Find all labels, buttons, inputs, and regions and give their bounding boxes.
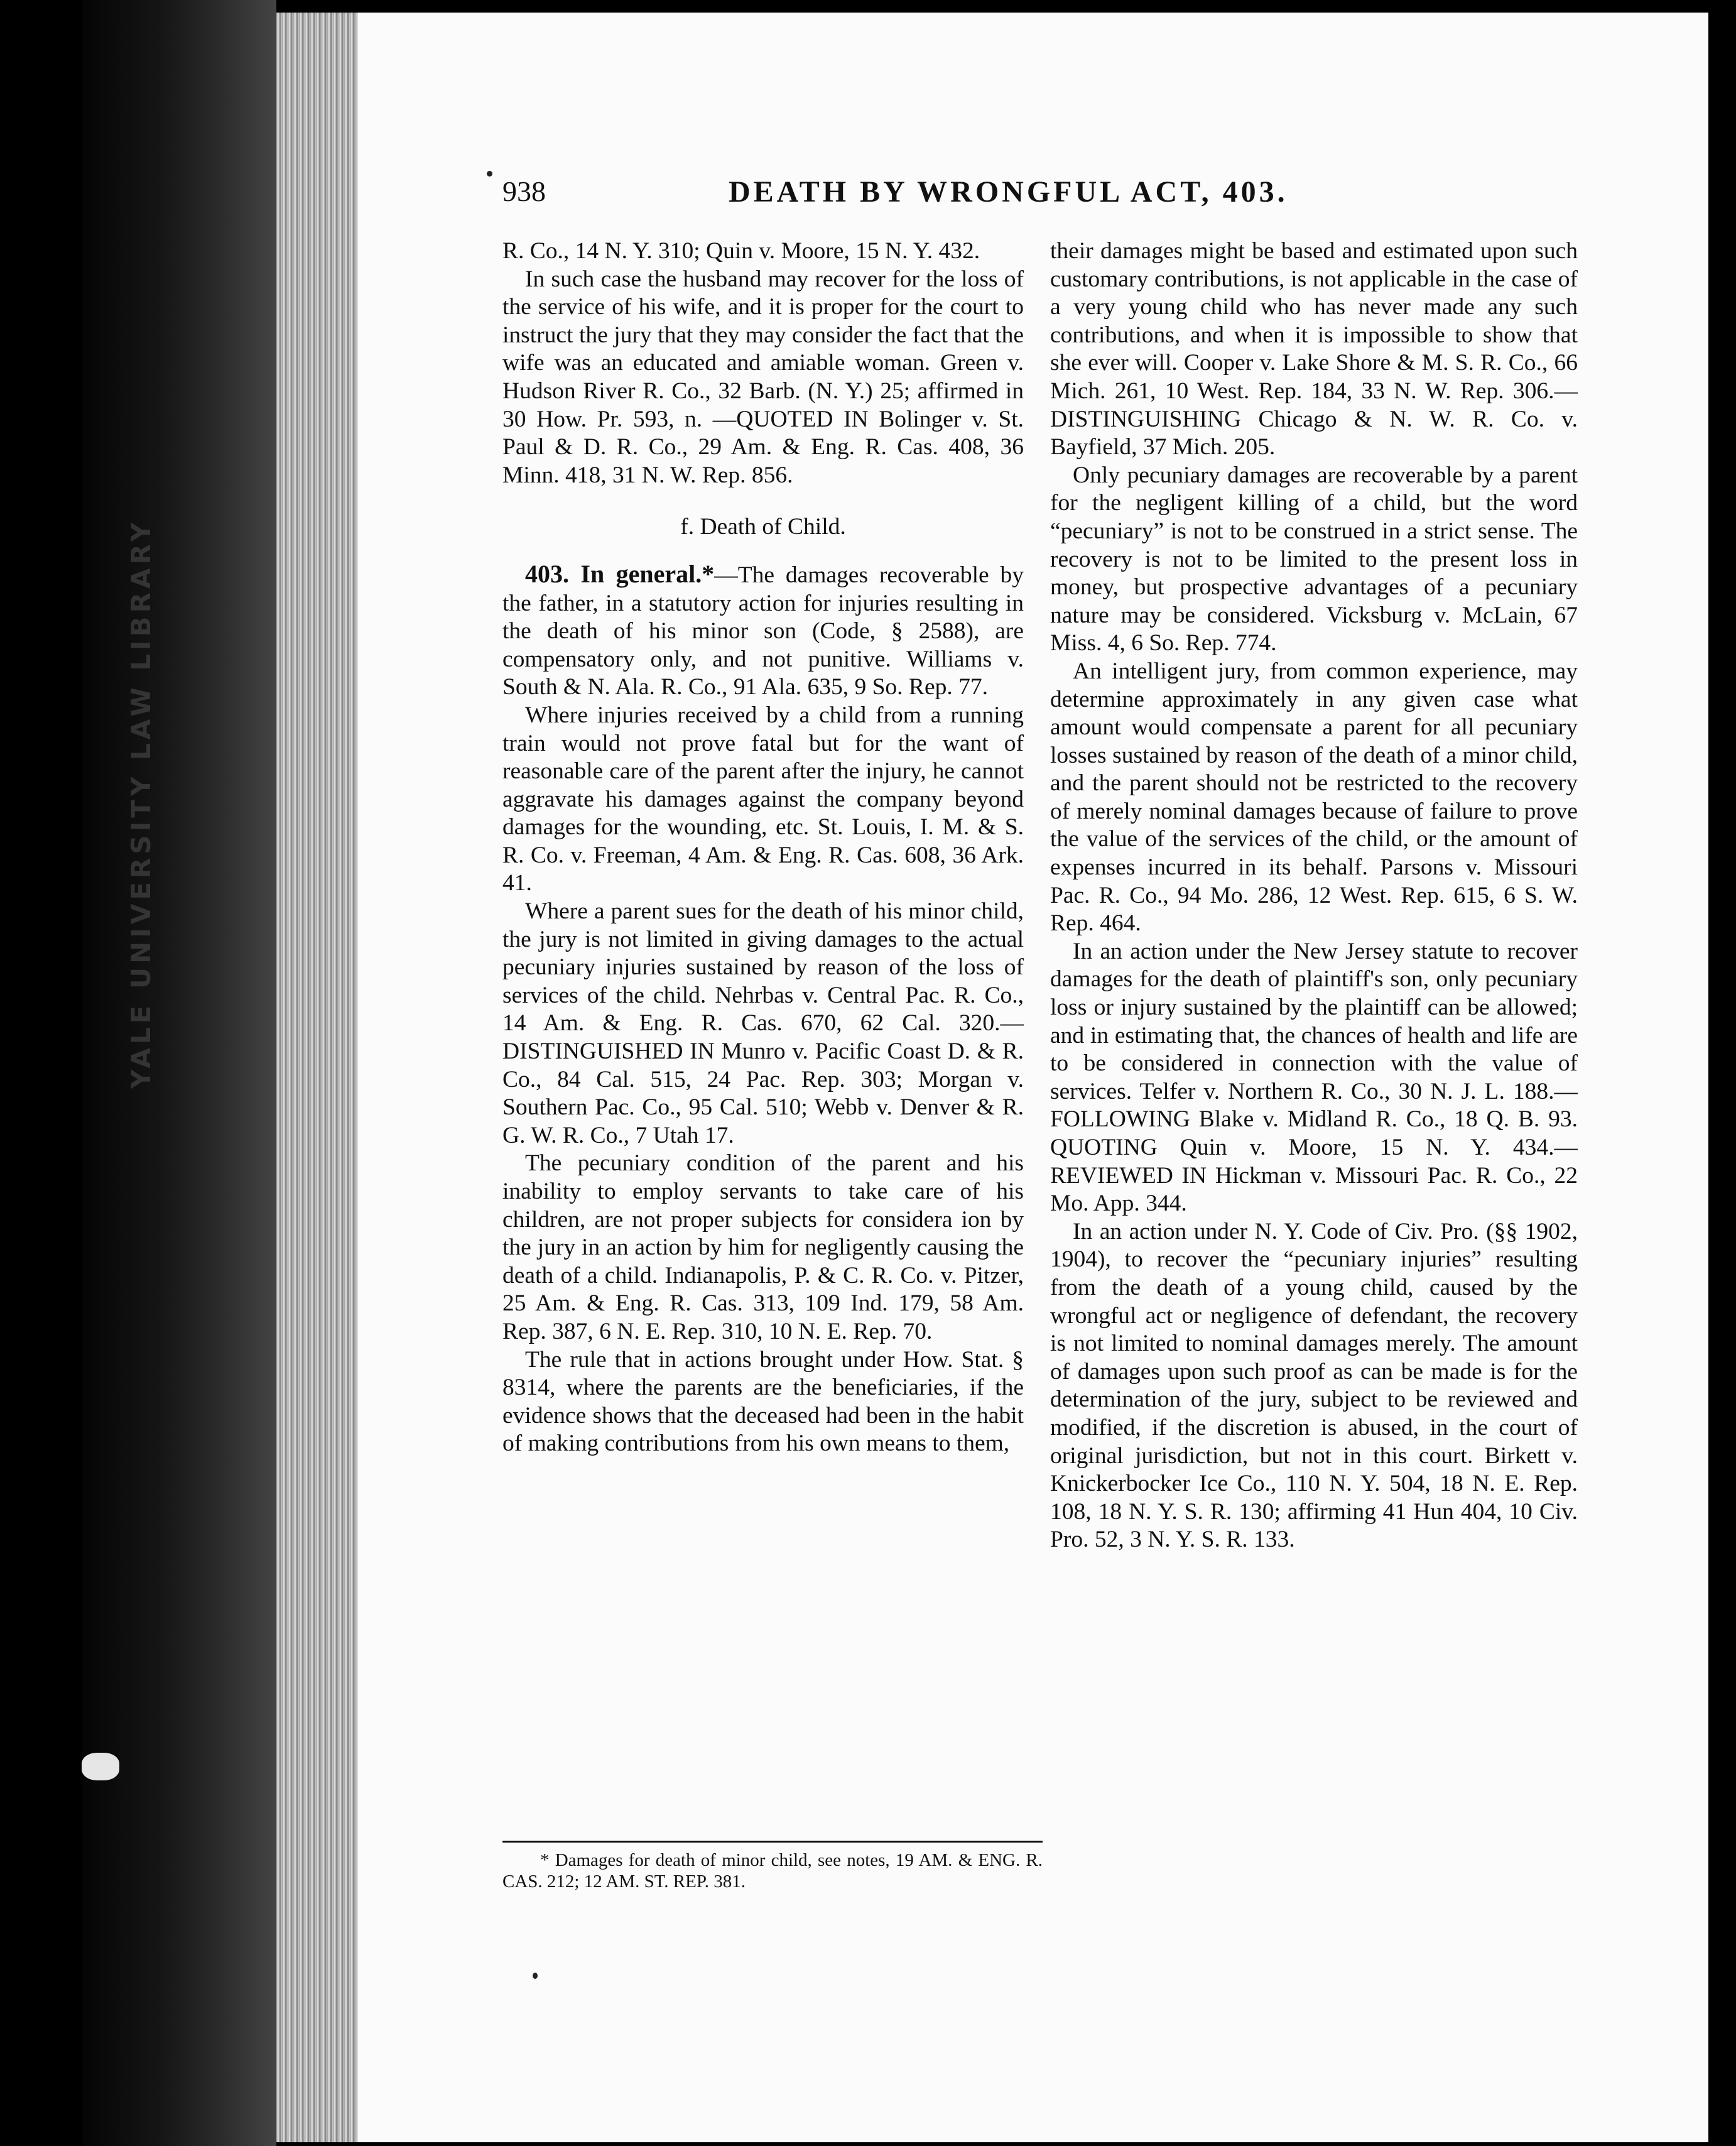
right-scan-edge [1708,13,1736,2146]
paragraph: their damages might be based and estimated upon such customary contributions, is not applicable in the case of a very young child who has never made any such contributions, and when it is impossible to show that she ever will. Cooper v. Lake Shore & M. S. R. Co., 66 Mich. 261, 10 West. Rep. 184, 33 N. W. Rep. 306.—DISTINGUISHING Chicago & N. W. R. Co. v. Bayfield, 37 Mich. 205. [1050,238,1578,460]
paragraph: An intelligent jury, from common experience, may determine approximately in any given case what amount would compensate a parent for all pecuniary losses sustained by reason of the death of a minor child, and the parent should not be restricted to the recovery of merely nominal damages because of failure to prove the value of the services of the child, or the amount of expenses incurred in its behalf. Parsons v. Missouri Pac. R. Co., 94 Mo. 286, 12 West. Rep. 615, 6 S. W. Rep. 464. [1050,658,1578,937]
section-heading: 403. In general.* [525,559,715,588]
paragraph: In such case the husband may recover for the loss of the service of his wife, and it is proper for the court to instruct the jury that they may consider the fact that the wife was an educated and amiable woman. Green v. Hudson River R. Co., 32 Barb. (N. Y.) 25; affirmed in 30 How. Pr. 593, n. —QUOTED IN Bolinger v. St. Paul & D. R. Co., 29 Am. & Eng. R. Cas. 408, 36 Minn. 418, 31 N. W. Rep. 856. [502,266,1024,488]
paragraph: The rule that in actions brought under How. Stat. § 8314, where the parents are the beneficiaries, if the evidence shows that the deceased had been in the habit of making contributions from his own means to them, [502,1346,1024,1457]
paragraph: In an action under N. Y. Code of Civ. Pro. (§§ 1902, 1904), to recover the “pecuniary injuries” resulting from the death of a young child, caused by the wrongful act or negligence of defendant, the recovery is not limited to nominal damages merely. The amount of damages upon such proof as can be made is for the determination of the jury, subject to be reviewed and modified, if the discretion is abused, in the court of original jurisdiction, but not in this court. Birkett v. Knickerbocker Ice Co., 110 N. Y. 504, 18 N. E. Rep. 108, 18 N. Y. S. R. 130; affirming 41 Hun 404, 10 Civ. Pro. 52, 3 N. Y. S. R. 133. [1050,1218,1578,1553]
running-head: DEATH BY WRONGFUL ACT, 403. [729,175,1288,209]
footnote-rule [502,1841,1043,1843]
right-column [1050,237,1578,1554]
paragraph: Where injuries received by a child from a running train would not prove fatal but for the want of reasonable care of the parent after the injury, he cannot aggravate his damages against the company beyond damages for the wounding, etc. St. Louis, I. M. & S. R. Co. v. Freeman, 4 Am. & Eng. R. Cas. 608, 36 Ark. 41. [502,702,1024,896]
paragraph: Where a parent sues for the death of his minor child, the jury is not limited in giving damages to the actual pecuniary injuries sustained by reason of the loss of services of the child. Nehrbas v. Central Pac. R. Co., 14 Am. & Eng. R. Cas. 670, 62 Cal. 320.—DISTINGUISHED IN Munro v. Pacific Coast D. & R. Co., 84 Cal. 515, 24 Pac. Rep. 303; Morgan v. Southern Pac. Co., 95 Cal. 510; Webb v. Denver & R. G. W. R. Co., 7 Utah 17. [502,898,1024,1148]
page-number: 938 [502,175,546,207]
left-column [502,237,1024,1458]
scan-speck [487,171,492,177]
library-stamp: YALE UNIVERSITY LAW LIBRARY [126,519,156,1089]
page-header [502,175,1332,225]
paragraph: Only pecuniary damages are recoverable by a parent for the negligent killing of a child, but the word “pecuniary” is not to be construed in a strict sense. The recovery is not to be limited to the present loss in money, but prospective advantages of a pecuniary nature may be considered. Vicksburg v. McLain, 67 Miss. 4, 6 So. Rep. 774. [1050,462,1578,656]
page-edges [276,13,358,2142]
section-text: —The damages recoverable by the father, in a statutory action for injuries resulting in the death of his minor son (Code, § 2588), are compensatory only, and not punitive. Williams v. South & N. Ala. R. Co., 91 Ala. 635, 9 So. Rep. 77. [502,562,1024,700]
section-403-paragraph [502,560,1024,702]
paper-blot [82,1753,119,1780]
book-spine [82,0,276,2146]
paragraph: In an action under the New Jersey statute to recover damages for the death of plaintiff's son, only pecuniary loss or injury sustained by the plaintiff can be allowed; and in estimating that, the chances of health and life are to be considered in connection with the value of services. Telfer v. Northern R. Co., 30 N. J. L. 188.—FOLLOWING Blake v. Midland R. Co., 18 Q. B. 93. QUOTING Quin v. Moore, 15 N. Y. 434.—REVIEWED IN Hickman v. Missouri Pac. R. Co., 22 Mo. App. 344. [1050,938,1578,1217]
paragraph: The pecuniary condition of the parent and his inability to employ servants to take care of his children, are not proper subjects for considera ion by the jury in an action by him for negligently causing the death of a child. Indianapolis, P. & C. R. Co. v. Pitzer, 25 Am. & Eng. R. Cas. 313, 109 Ind. 179, 58 Am. Rep. 387, 6 N. E. Rep. 310, 10 N. E. Rep. 70. [502,1150,1024,1344]
footnote: * Damages for death of minor child, see notes, 19 AM. & ENG. R. CAS. 212; 12 AM. ST. REP. 381. [502,1850,1043,1892]
scan-speck [533,1973,538,1979]
paragraph: R. Co., 14 N. Y. 310; Quin v. Moore, 15 N. Y. 432. [502,238,980,264]
subsection-heading: f. Death of Child. [680,514,846,540]
